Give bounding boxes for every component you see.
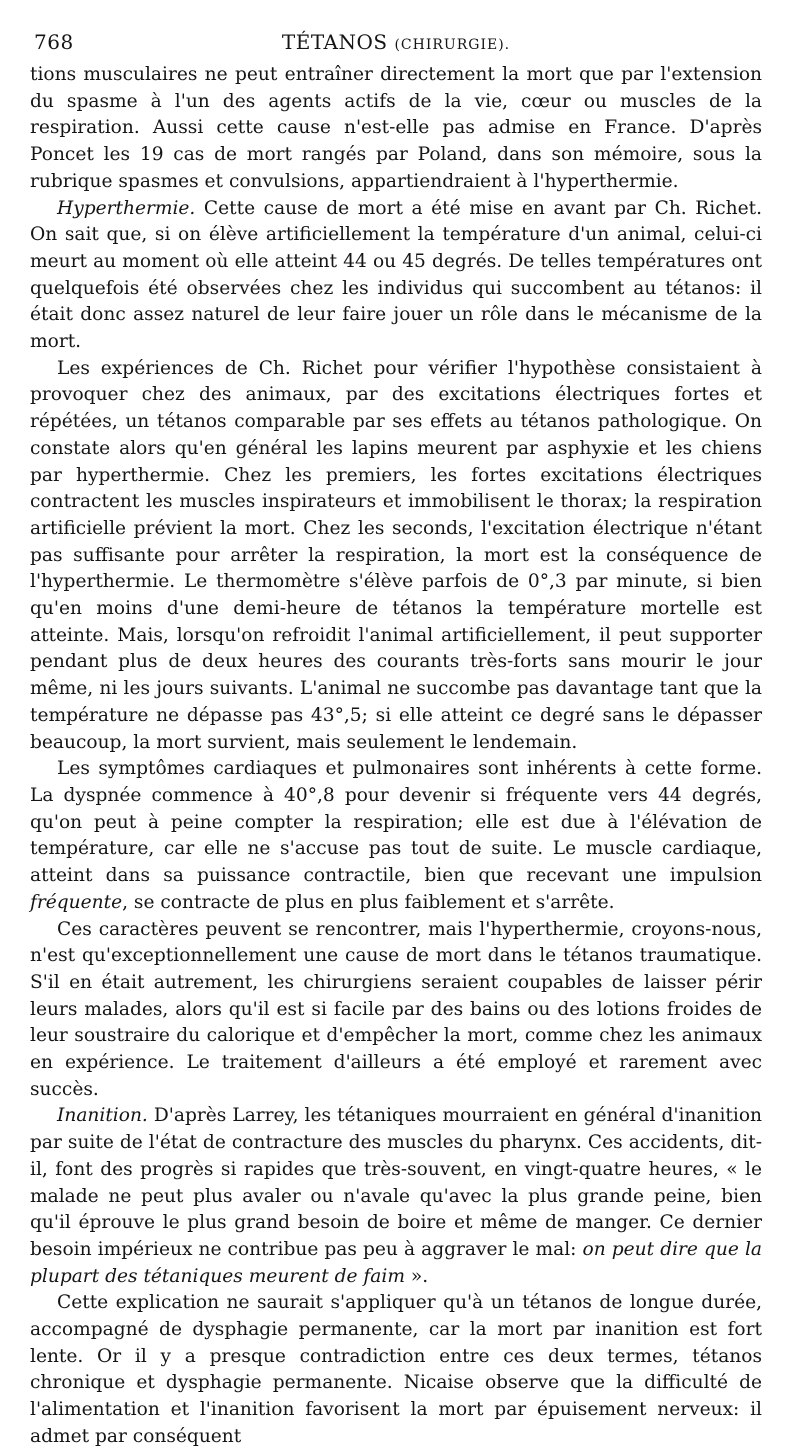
text-run: tions musculaires ne peut entraîner directement la mort que par l'extension du spasme à l'un des agents actifs de la vie, cœur ou muscles de la respiration. Aussi cette cause n'est-elle pas admise en France. D'après Poncet les 19 cas de mort rangés par Poland, dans son mémoire, sous la rubrique spasmes et convulsions, appartiendraient à l'hyperthermie. xyxy=(30,64,762,192)
italic-run: fréquente xyxy=(30,891,123,913)
text-run: , se contracte de plus en plus faiblement et s'arrête. xyxy=(122,891,615,913)
paragraph xyxy=(30,196,762,356)
text-run: Les expériences de Ch. Richet pour vérifier l'hypothèse consistaient à provoquer chez des animaux, par des excitations électriques fortes et répétées, un tétanos comparable par ses effets au tétanos pathologique. On constate alors qu'en général les lapins meurent par asphyxie et les chiens par hyperthermie. Chez les premiers, les fortes excitations électriques contractent les muscles inspirateurs et immobilisent le thorax; la respiration artificielle prévient la mort. Chez les seconds, l'excitation électrique n'étant pas suffisante pour arrêter la respiration, la mort est la conséquence de l'hyperthermie. Le thermomètre s'élève parfois de 0°,3 par minute, si bien qu'en moins d'une demi-heure de tétanos la température mortelle est atteinte. Mais, lorsqu'on refroidit l'animal artificiellement, il peut supporter pendant plus de deux heures des courants très-forts sans mourir le jour même, ni les jours suivants. L'animal ne succombe pas davantage tant que la température ne dépasse pas 43°,5; si elle atteint ce degré sans le dépasser beaucoup, la mort survient, mais seulement le lendemain. xyxy=(30,357,762,753)
italic-run: on peut dire que la plupart des tétaniques meurent de faim xyxy=(30,1238,763,1287)
paragraph xyxy=(30,356,762,757)
running-title xyxy=(30,30,762,54)
running-head xyxy=(30,28,762,62)
text-run: Cette cause de mort a été mise en avant par Ch. Richet. On sait que, si on élève artificiellement la température d'un animal, celui-ci meurt au moment où elle atteint 44 ou 45 degrés. De telles températures ont quelquefois été observées chez les individus qui succombent au tétanos: il était donc assez naturel de leur faire jouer un rôle dans le mécanisme de la mort. xyxy=(30,197,762,353)
body-text xyxy=(30,62,762,1451)
text-run: Cette explication ne saurait s'appliquer qu'à un tétanos de longue durée, accompagné de dysphagie permanente, car la mort par inanition est fort lente. Or il y a presque contradiction entre ces deux termes, tétanos chronique et dysphagie permanente. Nicaise observe que la difficulté de l'alimentation et l'inanition favorisent la mort par épuisement nerveux: il admet par conséquent xyxy=(30,1292,762,1447)
italic-run: Inanition. xyxy=(57,1105,148,1127)
paragraph xyxy=(30,756,762,916)
italic-run: Hyperthermie. xyxy=(57,197,196,219)
paragraph xyxy=(30,1103,762,1290)
paragraph xyxy=(30,1290,762,1450)
paragraph xyxy=(30,917,762,1104)
running-title-section: (CHIRURGIE). xyxy=(394,37,511,53)
paragraph xyxy=(30,62,762,196)
running-title-main: TÉTANOS xyxy=(281,30,388,54)
text-run: D'après Larrey, les tétaniques mourraient en général d'inanition par suite de l'état de contracture des muscles du pharynx. Ces accidents, dit-il, font des progrès si rapides que très-souvent, en vingt-quatre heures, « le malade ne peut plus avaler ou n'avale qu'avec la plus grande peine, bien qu'il éprouve le plus grand besoin de boire et même de manger. Ce dernier besoin impérieux ne contribue pas peu à aggraver le mal: xyxy=(30,1105,762,1260)
text-run: ». xyxy=(404,1265,429,1287)
page-number: 768 xyxy=(34,30,74,54)
text-run: Ces caractères peuvent se rencontrer, mais l'hyperthermie, croyons-nous, n'est qu'exceptionnellement une cause de mort dans le tétanos traumatique. S'il en était autrement, les chirurgiens seraient coupables de laisser périr leurs malades, alors qu'il est si facile par des bains ou des lotions froides de leur soustraire du calorique et d'empêcher la mort, comme chez les animaux en expérience. Le traitement d'ailleurs a été employé et rarement avec succès. xyxy=(30,918,762,1100)
text-run: Les symptômes cardiaques et pulmonaires sont inhérents à cette forme. La dyspnée commence à 40°,8 pour devenir si fréquente vers 44 degrés, qu'on peut à peine compter la respiration; elle est due à l'élévation de température, car elle ne s'accuse pas tout de suite. Le muscle cardiaque, atteint dans sa puissance contractile, bien que recevant une impulsion xyxy=(30,758,762,887)
